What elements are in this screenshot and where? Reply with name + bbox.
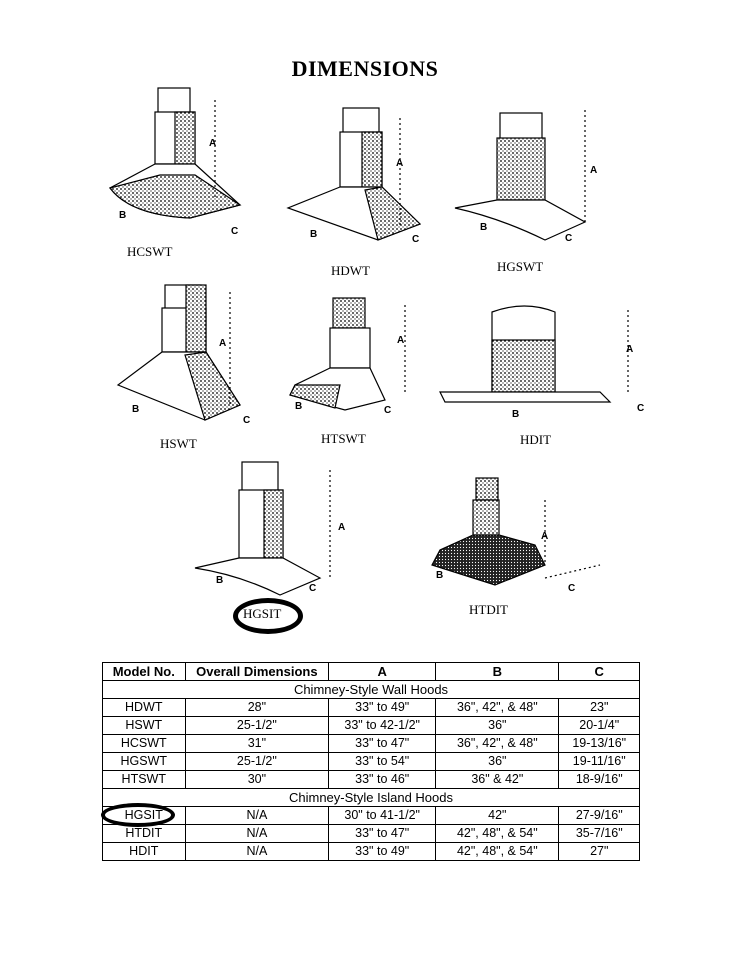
b-cell: 42", 48", & 54" [436,843,559,861]
a-cell: 30" to 41-1/2" [329,807,436,825]
hood-drawing-hdit [440,306,628,402]
c-cell: 18-9/16" [559,771,640,789]
hood-drawing-hgswt [455,110,585,240]
column-header: C [559,663,640,681]
table-row [103,807,640,825]
a-cell: 33" to 49" [329,699,436,717]
overall-cell: N/A [185,843,329,861]
figure-caption-hswt: HSWT [160,436,197,451]
model-name: HGSIT [124,808,163,822]
column-header: A [329,663,436,681]
dimension-label-b: B [480,222,488,233]
c-cell: 19-11/16" [559,753,640,771]
a-cell: 33" to 46" [329,771,436,789]
group-title: Chimney-Style Wall Hoods [103,681,640,699]
model-cell: HCSWT [103,735,186,753]
model-cell: HGSWT [103,753,186,771]
figure-caption-hgsit: HGSIT [243,606,282,621]
dimension-label-c: C [637,403,645,414]
dimension-label-a: A [541,531,549,542]
overall-cell: N/A [185,807,329,825]
b-cell: 36" & 42" [436,771,559,789]
c-cell: 35-7/16" [559,825,640,843]
dimension-label-b: B [512,409,520,420]
table-row [103,699,640,717]
dimension-label-b: B [216,575,224,586]
dimension-label-b: B [132,404,140,415]
figure-caption-hgswt: HGSWT [497,259,544,274]
dimension-label-c: C [565,233,573,244]
model-cell: HSWT [103,717,186,735]
dimension-label-b: B [295,401,303,412]
dimensions-table [102,662,640,861]
c-cell: 20-1/4" [559,717,640,735]
a-cell: 33" to 42-1/2" [329,717,436,735]
table-row [103,717,640,735]
b-cell: 36" [436,753,559,771]
b-cell: 42", 48", & 54" [436,825,559,843]
figure-caption-htswt: HTSWT [321,431,366,446]
figure-caption-htdit: HTDIT [469,602,508,617]
figure-caption-hdit: HDIT [520,432,552,447]
dimension-label-c: C [309,583,317,594]
overall-cell: 28" [185,699,329,717]
table-header-row [103,663,640,681]
c-cell: 19-13/16" [559,735,640,753]
hood-drawing-hswt [118,285,240,420]
b-cell: 36", 42", & 48" [436,699,559,717]
overall-cell: 31" [185,735,329,753]
c-cell: 27" [559,843,640,861]
dimension-label-a: A [338,522,346,533]
table-row [103,771,640,789]
table-row [103,753,640,771]
c-cell: 23" [559,699,640,717]
hood-drawing-hdwt [288,108,420,240]
model-cell: HTSWT [103,771,186,789]
table-row [103,825,640,843]
group-header-row [103,789,640,807]
table-row [103,843,640,861]
hand-drawn-circle [101,803,175,827]
group-title: Chimney-Style Island Hoods [103,789,640,807]
a-cell: 33" to 47" [329,825,436,843]
hood-drawing-htdit [432,478,600,585]
dimension-label-c: C [231,226,239,237]
overall-cell: 25-1/2" [185,717,329,735]
overall-cell: 30" [185,771,329,789]
dimension-label-b: B [310,229,318,240]
column-header: B [436,663,559,681]
hood-drawing-hcswt [110,88,240,218]
hood-drawing-htswt [290,298,405,410]
dimension-label-a: A [626,344,634,355]
dimension-label-b: B [119,210,127,221]
dimension-label-a: A [396,158,404,169]
hand-drawn-circle [233,598,303,634]
dimension-label-c: C [384,405,392,416]
c-cell: 27-9/16" [559,807,640,825]
figure-caption-hdwt: HDWT [331,263,370,278]
page-title: DIMENSIONS [291,56,439,81]
a-cell: 33" to 49" [329,843,436,861]
dimension-label-b: B [436,570,444,581]
model-cell: HDIT [103,843,186,861]
model-cell [103,807,186,825]
a-cell: 33" to 47" [329,735,436,753]
group-header-row [103,681,640,699]
dimension-label-a: A [209,138,217,149]
model-cell: HDWT [103,699,186,717]
figure-caption-hcswt: HCSWT [127,244,173,259]
overall-cell: 25-1/2" [185,753,329,771]
b-cell: 42" [436,807,559,825]
dimension-label-c: C [243,415,251,426]
dimension-label-a: A [219,338,227,349]
b-cell: 36" [436,717,559,735]
model-cell: HTDIT [103,825,186,843]
dimension-label-a: A [397,335,405,346]
dimension-label-a: A [590,165,598,176]
b-cell: 36", 42", & 48" [436,735,559,753]
dimension-label-c: C [412,234,420,245]
table-row [103,735,640,753]
a-cell: 33" to 54" [329,753,436,771]
overall-cell: N/A [185,825,329,843]
column-header: Overall Dimensions [185,663,329,681]
column-header: Model No. [103,663,186,681]
dimension-label-c: C [568,583,576,594]
